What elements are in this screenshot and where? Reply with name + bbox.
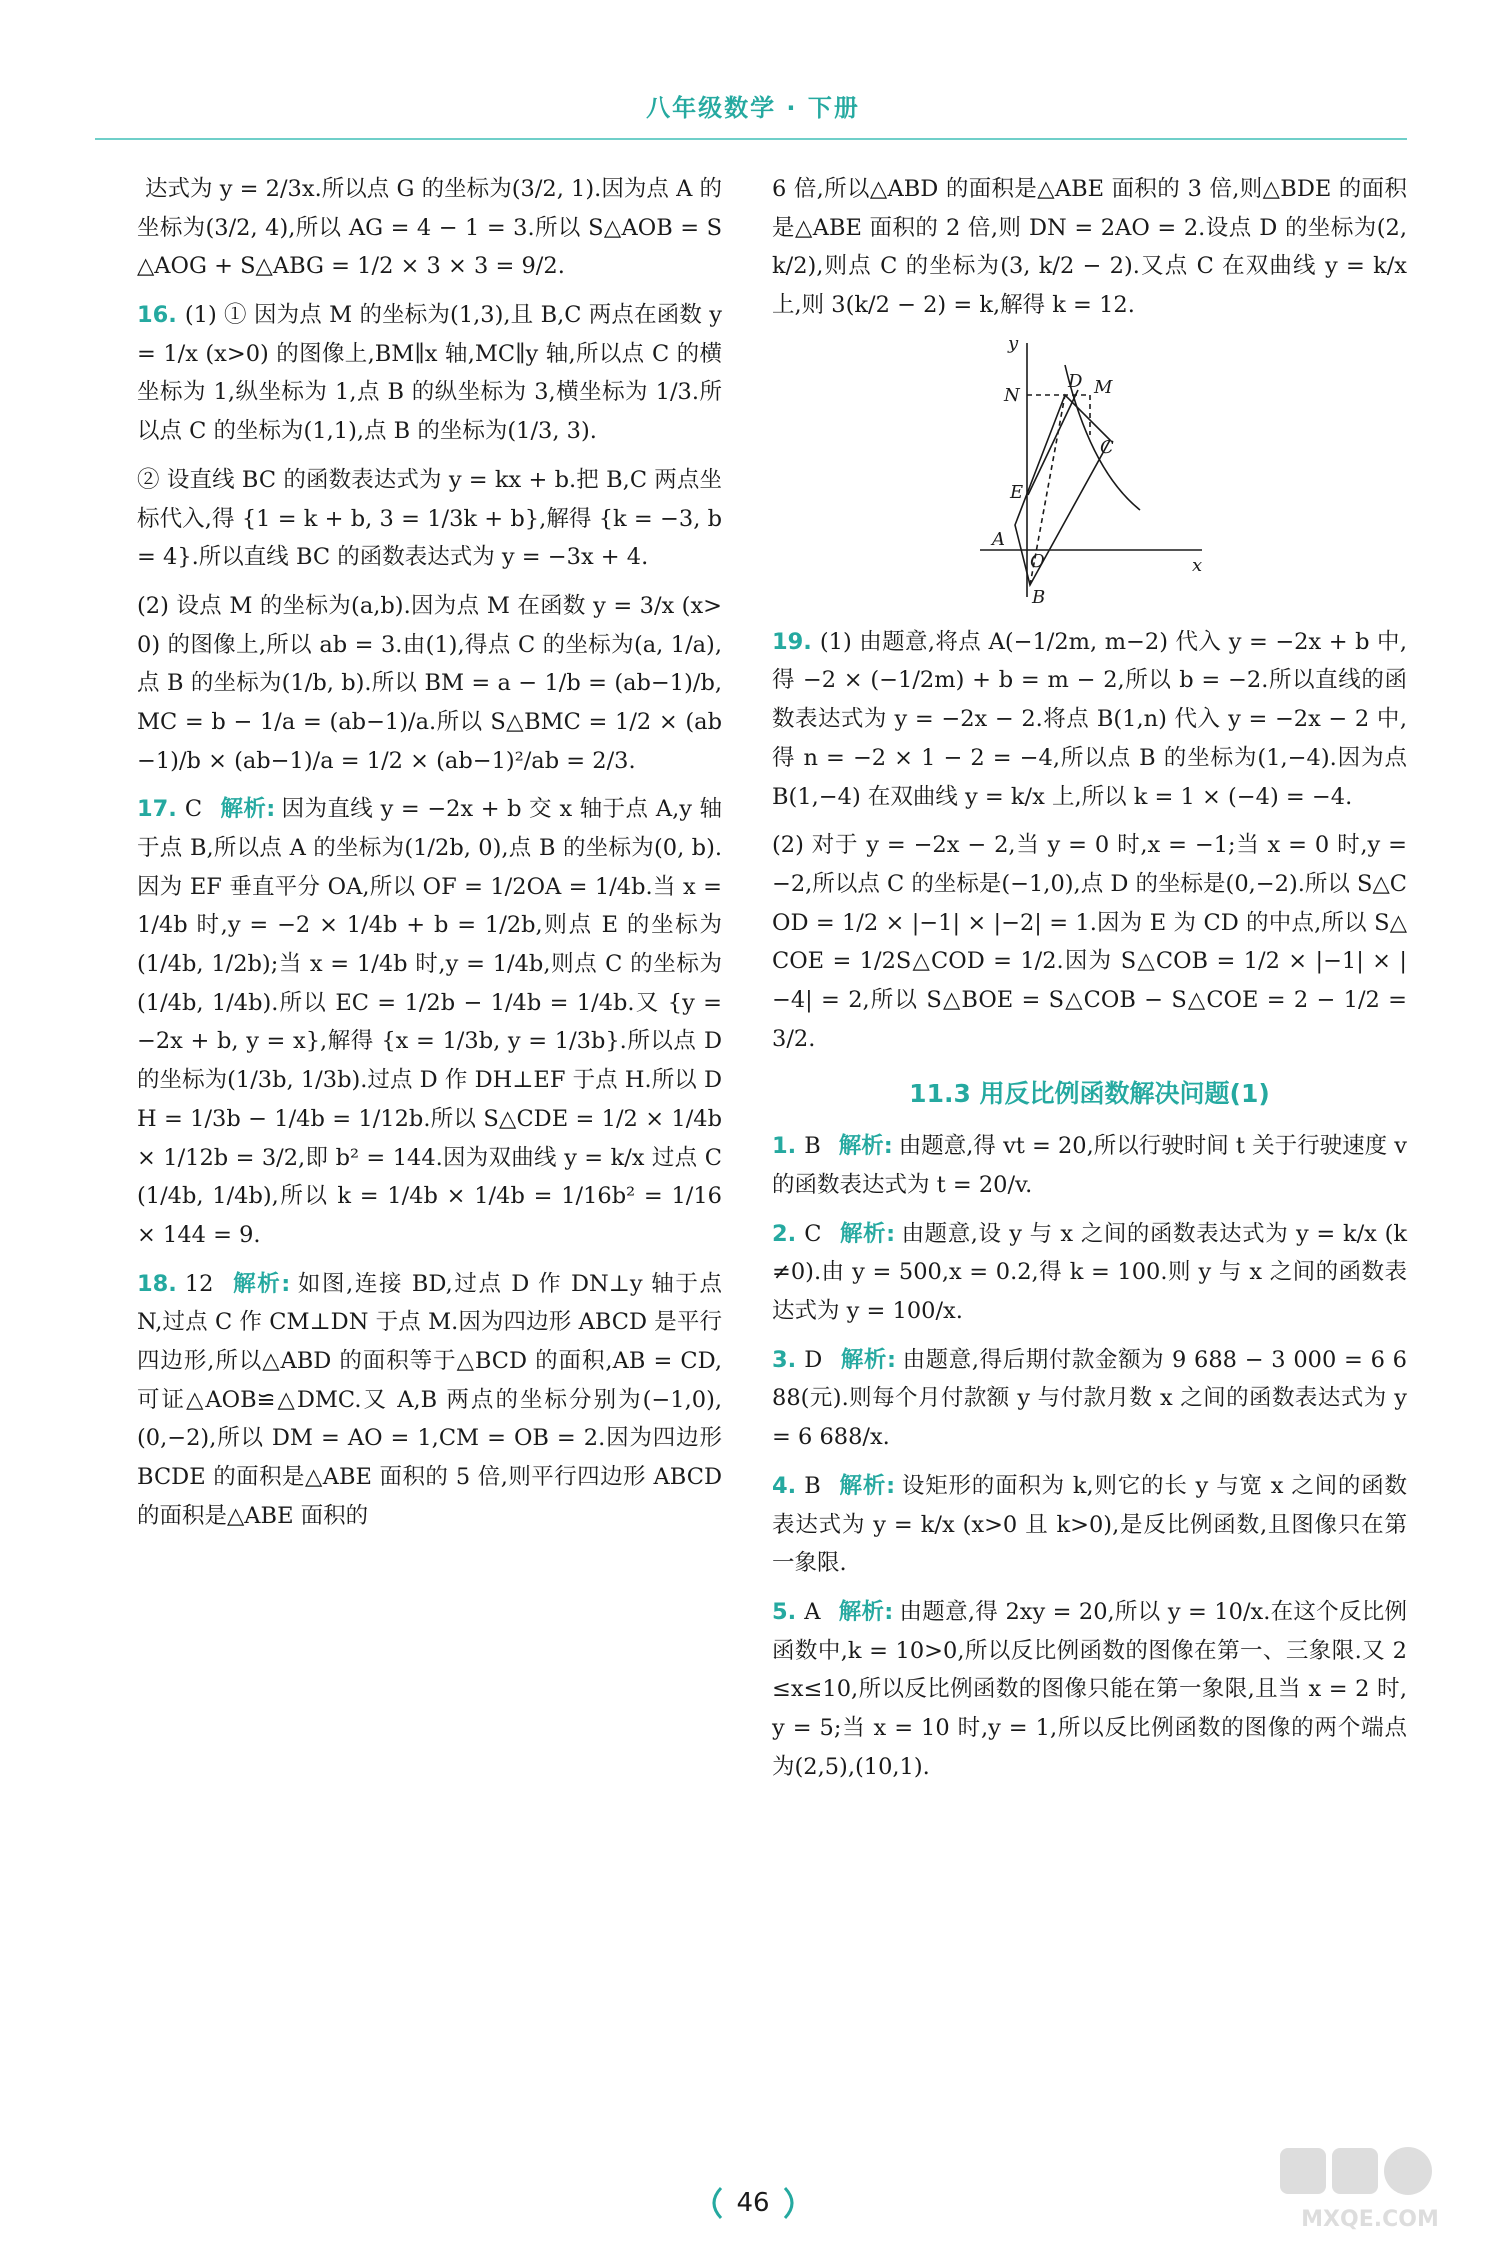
answer-item	[772, 1341, 1407, 1457]
item-number: 2.	[772, 1220, 797, 1247]
parallelogram-figure	[970, 335, 1210, 605]
fig-label-d: D	[1067, 370, 1082, 392]
watermark-logo	[1270, 2140, 1485, 2235]
item-number: 17.	[137, 796, 177, 823]
answer-item	[772, 1593, 1407, 1786]
header-rule	[95, 138, 1407, 140]
item-text: (1) ① 因为点 M 的坐标为(1,3),且 B,C 两点在函数 y = 1/x (x>0) 的图像上,BM∥x 轴,MC∥y 轴,所以点 C 的横坐标为 1,纵坐标为 1,点 B 的纵坐标为 3,横坐标为 1/3.所以点 C 的坐标为(1,1),点 B 的坐标为(1/3, 3).	[137, 302, 722, 445]
item-number: 3.	[772, 1346, 797, 1373]
analysis-label: 解析:	[838, 1598, 894, 1625]
item-number: 18.	[137, 1270, 177, 1297]
fig-label-o: O	[1029, 550, 1045, 572]
item-text: 达式为 y = 2/3x.所以点 G 的坐标为(3/2, 1).因为点 A 的坐标为(3/2, 4),所以 AG = 4 − 1 = 3.所以 S△AOB = S△AOG + S△ABG = 1/2 × 3 × 3 = 9/2.	[137, 176, 722, 280]
analysis-label: 解析:	[840, 1346, 896, 1373]
item-text: (2) 设点 M 的坐标为(a,b).因为点 M 在函数 y = 3/x (x>0) 的图像上,所以 ab = 3.由(1),得点 C 的坐标为(a, 1/a),点 B 的坐标为(1/b, b).所以 BM = a − 1/b = (ab−1)/b,MC = b − 1/a = (ab−1)/a.所以 S△BMC = 1/2 × (ab−1)/b × (ab−1)/a = 1/2 × (ab−1)²/ab = 2/3.	[137, 592, 722, 774]
fig-label-a: A	[991, 528, 1005, 550]
item-text: 设矩形的面积为 k,则它的长 y 与宽 x 之间的函数表达式为 y = k/x (x>0 且 k>0),是反比例函数,且图像只在第一象限.	[772, 1472, 1408, 1577]
item-number: 16.	[137, 302, 177, 329]
item-text: 如图,连接 BD,过点 D 作 DN⊥y 轴于点 N,过点 C 作 CM⊥DN 于点 M.因为四边形 ABCD 是平行四边形,所以△ABD 的面积等于△BCD 的面积,AB = CD,可证△AOB≌△DMC.又 A,B 两点的坐标分别为(−1,0),(0,−2),所以 DM = AO = 1,CM = OB = 2.因为四边形 BCDE 的面积是△ABE 面积的 5 倍,则平行四边形 ABCD 的面积是△ABE 面积的	[137, 1270, 723, 1529]
item-answer: A	[804, 1598, 821, 1625]
fig-label-x: x	[1191, 554, 1202, 576]
answer-item	[772, 1215, 1407, 1331]
answer-item	[772, 1467, 1407, 1583]
item-text: 由题意,得后期付款金额为 9 688 − 3 000 = 6 688(元).则每个月付款额 y 与付款月数 x 之间的函数表达式为 y = 6 688/x.	[772, 1346, 1407, 1451]
left-column	[137, 170, 722, 1545]
page-header: 八年级数学 · 下册	[646, 94, 860, 122]
analysis-label: 解析:	[839, 1220, 896, 1247]
item-number: 5.	[772, 1598, 797, 1625]
answer-item	[137, 1265, 722, 1536]
item-text: (1) 由题意,将点 A(−1/2m, m−2) 代入 y = −2x + b 中,得 −2 × (−1/2m) + b = m − 2,所以 b = −2.所以直线的函数表达式为 y = −2x − 2.将点 B(1,n) 代入 y = −2x − 2 中,得 n = −2 × 1 − 2 = −4,所以点 B 的坐标为(1,−4).因为点 B(1,−4) 在双曲线 y = k/x 上,所以 k = 1 × (−4) = −4.	[772, 628, 1407, 810]
answer-continued	[772, 170, 1407, 325]
analysis-label: 解析:	[220, 796, 276, 823]
analysis-label: 解析:	[838, 1472, 896, 1499]
item-text: ② 设直线 BC 的函数表达式为 y = kx + b.把 B,C 两点坐标代入,得 {1 = k + b, 3 = 1/3k + b},解得 {k = −3, b = 4}.所以直线 BC 的函数表达式为 y = −3x + 4.	[137, 466, 722, 571]
item-answer: D	[804, 1346, 823, 1373]
answer-item	[137, 170, 722, 286]
item-text: (2) 对于 y = −2x − 2,当 y = 0 时,x = −1;当 x = 0 时,y = −2,所以点 C 的坐标是(−1,0),点 D 的坐标是(0,−2).所以 S△COD = 1/2 × |−1| × |−2| = 1.因为 E 为 CD 的中点,所以 S△COE = 1/2S△COD = 1/2.因为 S△COB = 1/2 × |−1| × |−4| = 2,所以 S△BOE = S△COB − S△COE = 2 − 1/2 = 3/2.	[772, 832, 1407, 1052]
section-title: 11.3 用反比例函数解决问题(1)	[909, 1079, 1270, 1109]
right-column	[772, 170, 1407, 1796]
item-text: 因为直线 y = −2x + b 交 x 轴于点 A,y 轴于点 B,所以点 A 的坐标为(1/2b, 0),点 B 的坐标为(0, b).因为 EF 垂直平分 OA,所以 OF = 1/2OA = 1/4b.当 x = 1/4b 时,y = −2 × 1/4b + b = 1/2b,则点 E 的坐标为(1/4b, 1/2b);当 x = 1/4b 时,y = 1/4b,则点 C 的坐标为(1/4b, 1/4b).所以 EC = 1/2b − 1/4b = 1/4b.又 {y = −2x + b, y = x},解得 {x = 1/3b, y = 1/3b}.所以点 D 的坐标为(1/3b, 1/3b).过点 D 作 DH⊥EF 于点 H.所以 DH = 1/3b − 1/4b = 1/12b.所以 S△CDE = 1/2 × 1/4b × 1/12b = 3/2,即 b² = 144.因为双曲线 y = k/x 过点 C(1/4b, 1/4b),所以 k = 1/4b × 1/4b = 1/16b² = 1/16 × 144 = 9.	[137, 796, 723, 1248]
item-text: 由题意,得 2xy = 20,所以 y = 10/x.在这个反比例函数中,k = 10>0,所以反比例函数的图像在第一、三象限.又 2≤x≤10,所以反比例函数的图像只能在第一象限,且当 x = 2 时,y = 5;当 x = 10 时,y = 1,所以反比例函数的图像的两个端点为(2,5),(10,1).	[772, 1598, 1407, 1780]
answer-item	[772, 623, 1407, 816]
item-text: 由题意,得 vt = 20,所以行驶时间 t 关于行驶速度 v 的函数表达式为 t = 20/v.	[772, 1133, 1407, 1198]
answer-item	[772, 826, 1407, 1058]
analysis-label: 解析:	[231, 1270, 291, 1297]
analysis-label: 解析:	[838, 1133, 893, 1160]
fig-label-c: C	[1099, 436, 1114, 458]
watermark-text: MXQE.COM	[1301, 2207, 1439, 2232]
fig-label-y: y	[1007, 334, 1018, 354]
fig-label-n: N	[1003, 384, 1020, 406]
item-answer: 12	[184, 1270, 214, 1297]
answer-item	[772, 1127, 1407, 1204]
answer-item	[137, 461, 722, 577]
fig-label-b: B	[1031, 586, 1045, 605]
item-number: 4.	[772, 1472, 797, 1499]
fig-label-m: M	[1093, 376, 1112, 398]
item-answer: C	[184, 796, 203, 823]
item-answer: B	[804, 1472, 821, 1499]
answer-item	[137, 296, 722, 451]
page-bracket-right-icon	[781, 2186, 803, 2220]
item-text: 6 倍,所以△ABD 的面积是△ABE 面积的 3 倍,则△BDE 的面积是△ABE 面积的 2 倍,则 DN = 2AO = 2.设点 D 的坐标为(2, k/2),则点 C 的坐标为(3, k/2 − 2).又点 C 在双曲线 y = k/x 上,则 3(k/2 − 2) = k,解得 k = 12.	[772, 176, 1407, 319]
segment-ea	[1028, 390, 1078, 495]
item-number: 1.	[772, 1133, 797, 1160]
fig-label-e: E	[1009, 481, 1023, 503]
item-answer: B	[804, 1133, 821, 1160]
item-text: 由题意,设 y 与 x 之间的函数表达式为 y = k/x (k≠0).由 y = 500,x = 0.2,得 k = 100.则 y 与 x 之间的函数表达式为 y = 100/x.	[772, 1220, 1407, 1325]
answer-item	[137, 790, 722, 1254]
answer-item	[137, 587, 722, 780]
item-number: 19.	[772, 628, 812, 655]
page-number: 46	[736, 2188, 770, 2218]
item-answer: C	[804, 1220, 822, 1247]
